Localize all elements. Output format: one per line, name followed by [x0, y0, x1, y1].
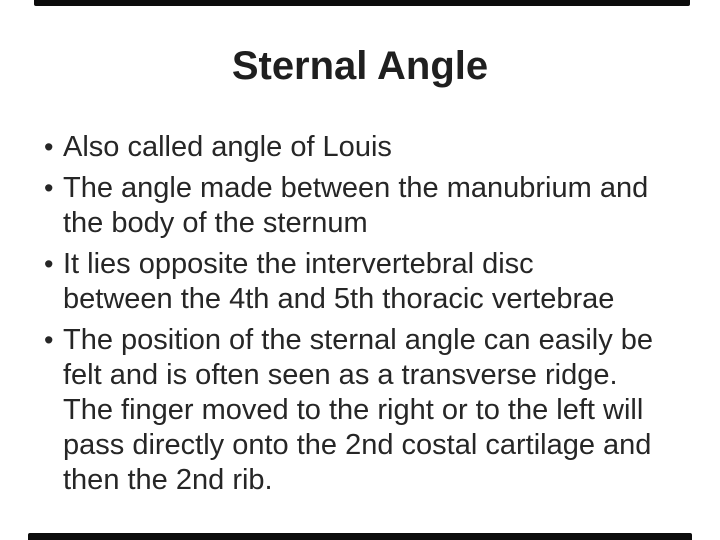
- bullet-text: [63, 247, 720, 317]
- bullet-line: The position of the sternal angle can easily be: [63, 324, 654, 356]
- bullet-line: the body of the sternum: [63, 207, 368, 239]
- bullet-line: felt and is often seen as a transverse ridge.: [63, 359, 618, 391]
- bullet-line: then the 2nd rib.: [63, 464, 273, 496]
- bullet-line: between the 4th and 5th thoracic vertebrae: [63, 283, 615, 315]
- bullet-line: pass directly onto the 2nd costal cartilage and: [63, 429, 652, 461]
- bullet-item-1: [44, 130, 720, 165]
- letterbox-top-bar: [34, 0, 690, 6]
- bullet-line: The finger moved to the right or to the left will: [63, 394, 644, 426]
- bullet-icon: •: [44, 249, 54, 279]
- bullet-text: [63, 323, 720, 498]
- bullet-text: [63, 171, 720, 241]
- bullet-item-2: [44, 171, 720, 241]
- bullet-item-3: [44, 247, 720, 317]
- bullet-icon: •: [44, 132, 54, 162]
- bullet-icon: •: [44, 325, 54, 355]
- bullet-list: [44, 130, 720, 498]
- bullet-icon: •: [44, 173, 54, 203]
- letterbox-bottom-bar: [28, 533, 692, 540]
- bullet-item-4: [44, 323, 720, 498]
- bullet-line: Also called angle of Louis: [63, 131, 392, 163]
- bullet-line: The angle made between the manubrium and: [63, 172, 649, 204]
- slide-title: Sternal Angle: [231, 44, 489, 88]
- bullet-text: [63, 130, 720, 165]
- bullet-line: It lies opposite the intervertebral disc: [63, 248, 534, 280]
